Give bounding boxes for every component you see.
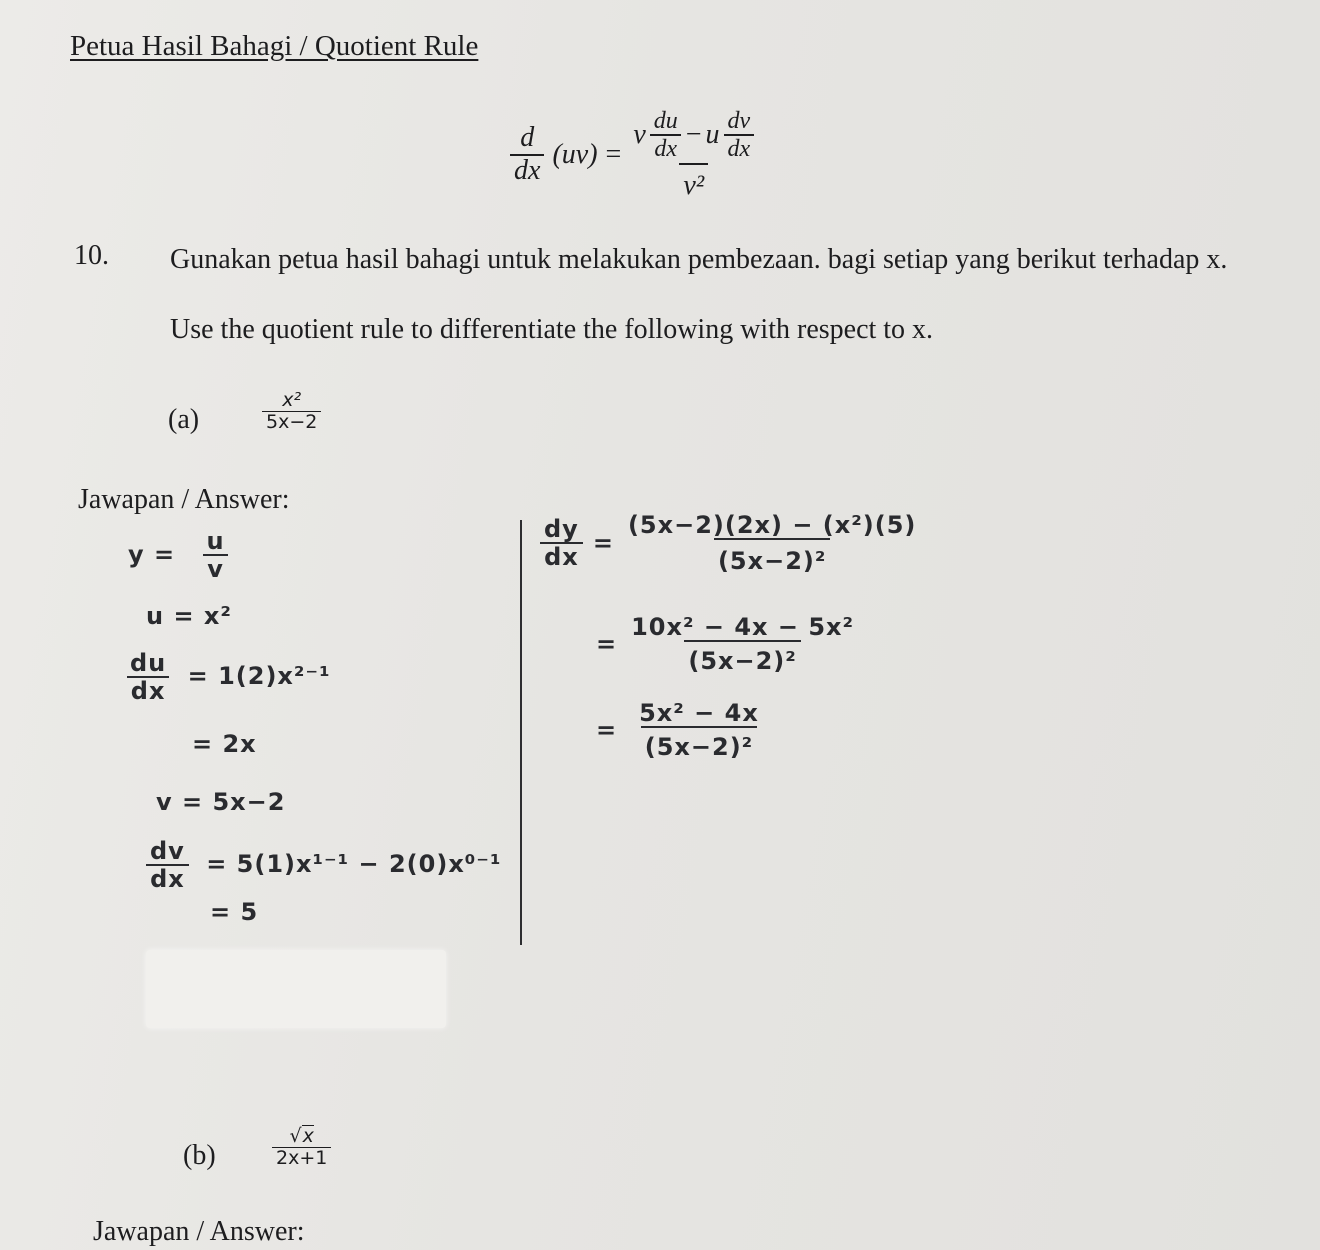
page-title: Petua Hasil Bahagi / Quotient Rule bbox=[70, 30, 479, 62]
part-b-expression: $\frac{√x}{2x+1}$ bbox=[272, 1125, 331, 1169]
dv-dx: $\frac{dv}{dx}$ bbox=[724, 108, 755, 163]
quotient-rule-numerator: v $\frac{du}{dx}$ − u $\frac{dv}{dx}$ bbox=[629, 108, 758, 163]
question-text-english: Use the quotient rule to differentiate the following with respect to x. bbox=[170, 314, 934, 345]
working-dv-result: = 5 bbox=[210, 898, 259, 926]
part-a-label: (a) bbox=[168, 404, 200, 435]
equals-sign: = bbox=[605, 138, 622, 170]
working-y-equals-u-over-v: y = $\frac{u}{v}$ bbox=[128, 528, 229, 583]
du-dx: $\frac{du}{dx}$ bbox=[650, 108, 682, 163]
working-du-dx: $\frac{du}{dx}$ = 1(2)x²⁻¹ bbox=[126, 650, 331, 705]
correction-patch bbox=[146, 950, 446, 1028]
uv-term: (uv) bbox=[552, 138, 598, 170]
quotient-rule-fraction bbox=[629, 108, 758, 202]
working-divider bbox=[520, 520, 522, 945]
answer-label-b: Jawapan / Answer: bbox=[93, 1216, 305, 1247]
working-u-definition: u = x² bbox=[146, 602, 232, 630]
question-number: 10. bbox=[74, 240, 109, 271]
quotient-rule-formula bbox=[510, 108, 758, 202]
sqrt-icon: √ bbox=[289, 1125, 302, 1147]
working-du-result: = 2x bbox=[192, 730, 257, 758]
quotient-rule-denominator: v² bbox=[679, 163, 708, 202]
part-a-expression: $\frac{\text{x²}}{5x-2}$ bbox=[262, 390, 321, 433]
working-step2: = $\frac{\text{10x² − 4x − 5x²}}{\text{(5x−2)²}}$ bbox=[596, 613, 855, 676]
answer-label-a: Jawapan / Answer: bbox=[78, 484, 290, 515]
working-step3-final: = $\frac{\text{5x² − 4x}}{\text{(5x−2)²}}$ bbox=[596, 699, 759, 762]
question-text-malay: Gunakan petua hasil bahagi untuk melakukan pembezaan. bagi setiap yang berikut terhadap x. bbox=[170, 244, 1228, 275]
working-dv-dx: $\frac{dv}{dx}$ = 5(1)x¹⁻¹ − 2(0)x⁰⁻¹ bbox=[146, 838, 502, 893]
derivative-operator: $\frac{d}{dx}$ bbox=[510, 123, 544, 187]
working-dy-dx-step1: $\frac{dy}{dx}$ = $\frac{\text{(5x−2)(2x) − (x²)(5)}}{\text{(5x−2)²}}$ bbox=[540, 512, 920, 575]
part-b-label: (b) bbox=[183, 1140, 216, 1171]
working-v-definition: v = 5x−2 bbox=[156, 788, 286, 816]
